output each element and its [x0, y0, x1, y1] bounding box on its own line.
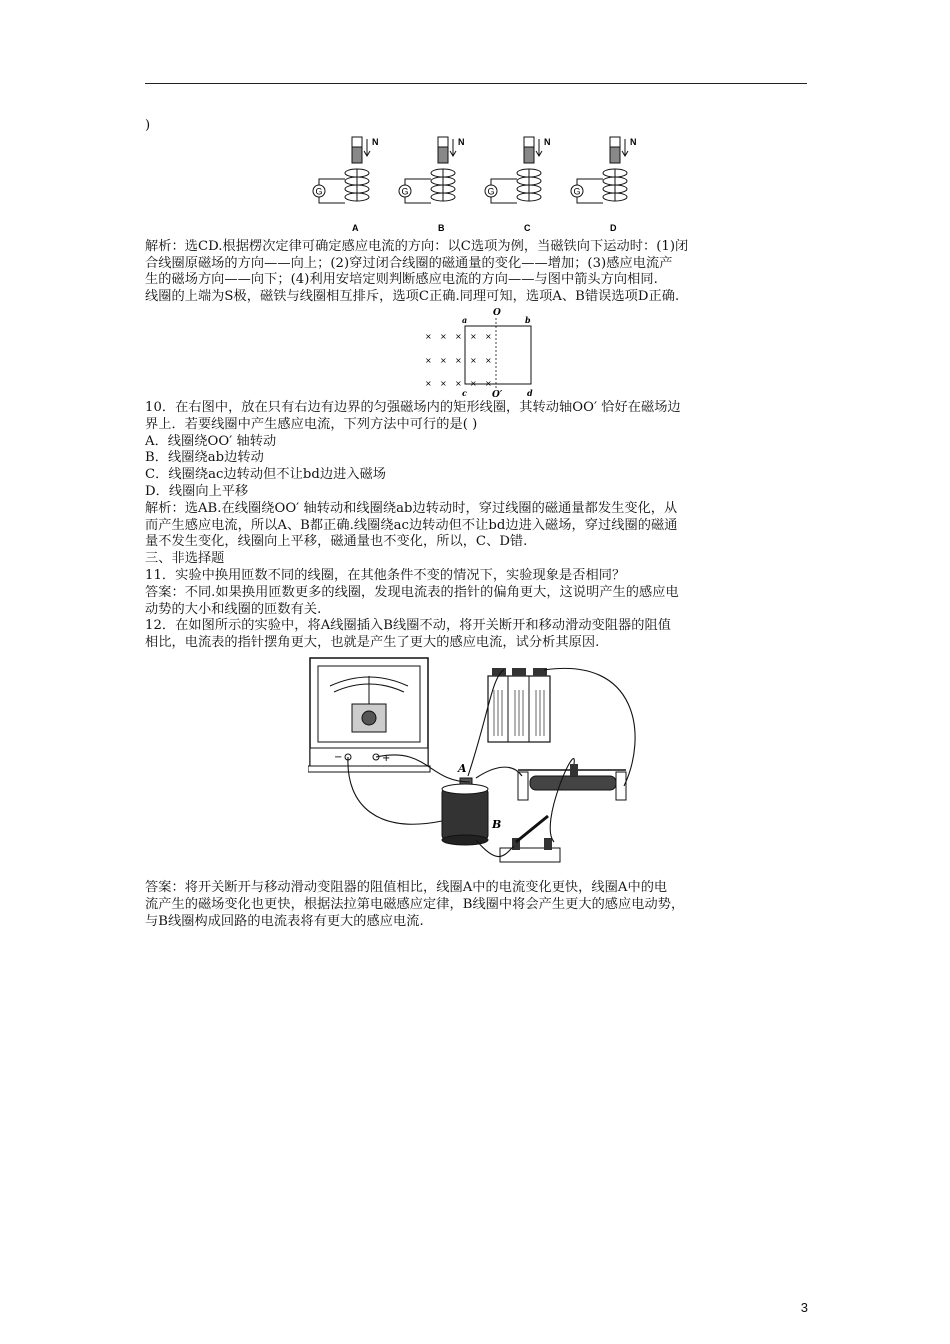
- rheostat: [518, 764, 626, 800]
- svg-text:×: ×: [485, 355, 492, 365]
- svg-text:G: G: [315, 186, 323, 197]
- svg-text:×: ×: [440, 355, 447, 365]
- coil-a-label: A: [458, 761, 467, 775]
- q10-stem-line1: 10．在右图中，放在只有右边有边界的匀强磁场内的矩形线圈，其转动轴OO′ 恰好在磁场边: [145, 399, 681, 415]
- q12-answer: 答案：将开关断开与移动滑动变阻器的阻值相比，线圈A中的电流变化更快，线圈A中的电 流产生的磁场变化也更快，根据法拉第电磁感应定律，B线圈中将会产生更大的感应电动势， 与B线圈构成回路的电流表将有更大的感应电流.: [145, 879, 685, 929]
- q10-analysis-line1: 解析：选AB.在线圈绕OO′ 轴转动和线圈绕ab边转动时，穿过线圈的磁通量都发生变化，从: [145, 500, 678, 516]
- svg-text:×: ×: [425, 331, 432, 341]
- section-heading: 三、非选择题: [145, 551, 225, 567]
- q12-stem-line2: 相比，电流表的指针摆角更大，也就是产生了更大的感应电流，试分析其原因.: [145, 635, 600, 651]
- q10-label-o: O: [493, 307, 501, 318]
- q10-label-d: d: [527, 387, 533, 398]
- q9-label-d: D: [610, 222, 617, 233]
- q11-block: [145, 568, 813, 618]
- coil-a-and-b: [442, 762, 501, 845]
- q10-stem-line2: 界上．若要线圈中产生感应电流，下列方法中可行的是( ): [145, 416, 478, 432]
- q10-analysis-line2: 而产生感应电流，所以A、B都正确.线圈绕ac边转动但不让bd边进入磁场，穿过线圈的磁通: [145, 517, 678, 533]
- q10-label-o2: O′: [492, 389, 503, 398]
- svg-text:×: ×: [470, 378, 477, 388]
- q9-analysis: 解析：选CD.根据楞次定律可确定感应电流的方向：以C选项为例，当磁铁向下运动时：(1)闭 合线圈原磁场的方向——向上；(2)穿过闭合线圈的磁通量的变化——增加；(3)感应电流产 生的磁场方向——向下；(4)利用安培定则判断感应电流的方向——与图中箭头方向相同. 线圈的上端为S极，磁铁与线圈相互排斥，选项C正确.同理可知，选项A、B错误选项D正确.: [145, 238, 689, 305]
- q9-label-b: B: [438, 222, 445, 233]
- q10-analysis-line3: 量不发生变化，线圈向上平移，磁通量也不变化，所以，C、D错.: [145, 534, 528, 550]
- q10-block: [145, 400, 813, 551]
- svg-text:×: ×: [440, 378, 447, 388]
- q9-label-a: A: [352, 222, 359, 233]
- q12-figure: [308, 656, 668, 878]
- header-rule: [145, 83, 807, 84]
- knife-switch: [500, 816, 560, 862]
- svg-text:N: N: [372, 136, 379, 147]
- q10-option-a: A．线圈绕OO′ 轴转动: [145, 433, 277, 449]
- page-content: [145, 118, 813, 930]
- q11-answer-line2: 动势的大小和线圈的匝数有关.: [145, 601, 322, 617]
- svg-text:×: ×: [455, 331, 462, 341]
- svg-text:×: ×: [425, 355, 432, 365]
- page-number: 3: [800, 1300, 808, 1315]
- q10-option-d: D．线圈向上平移: [145, 483, 249, 499]
- svg-text:×: ×: [470, 355, 477, 365]
- svg-text:×: ×: [470, 331, 477, 341]
- q9-figure: [310, 135, 680, 235]
- q9-unit-a: [313, 137, 379, 203]
- q10-option-c: C．线圈绕ac边转动但不让bd边进入磁场: [145, 467, 387, 483]
- terminal-plus: +: [382, 752, 391, 764]
- q11-answer-line1: 答案：不同.如果换用匝数更多的线圈，发现电流表的指针的偏角更大，这说明产生的感应电: [145, 584, 679, 600]
- q12-stem-line1: 12．在如图所示的实验中，将A线圈插入B线圈不动，将开关断开和移动滑动变阻器的阻值: [145, 618, 671, 634]
- svg-text:×: ×: [440, 331, 447, 341]
- q10-label-a: a: [462, 314, 468, 325]
- svg-text:×: ×: [485, 331, 492, 341]
- terminal-minus: −: [334, 751, 343, 763]
- q12-block: [145, 618, 813, 652]
- svg-text:×: ×: [425, 378, 432, 388]
- magnetic-field-crosses: [425, 332, 492, 388]
- q10-label-b: b: [525, 314, 531, 325]
- q9-label-c: C: [524, 222, 531, 233]
- svg-text:×: ×: [485, 378, 492, 388]
- q10-figure: [415, 306, 555, 398]
- q10-label-c: c: [462, 387, 467, 398]
- q10-option-b: B．线圈绕ab边转动: [145, 450, 264, 466]
- coil-b-label: B: [492, 817, 502, 831]
- galvanometer: [308, 658, 430, 772]
- top-fragment: ): [145, 118, 151, 133]
- q11-stem: 11．实验中换用匝数不同的线圈，在其他条件不变的情况下，实验现象是否相同？: [145, 567, 626, 583]
- svg-text:×: ×: [455, 378, 462, 388]
- svg-text:×: ×: [455, 355, 462, 365]
